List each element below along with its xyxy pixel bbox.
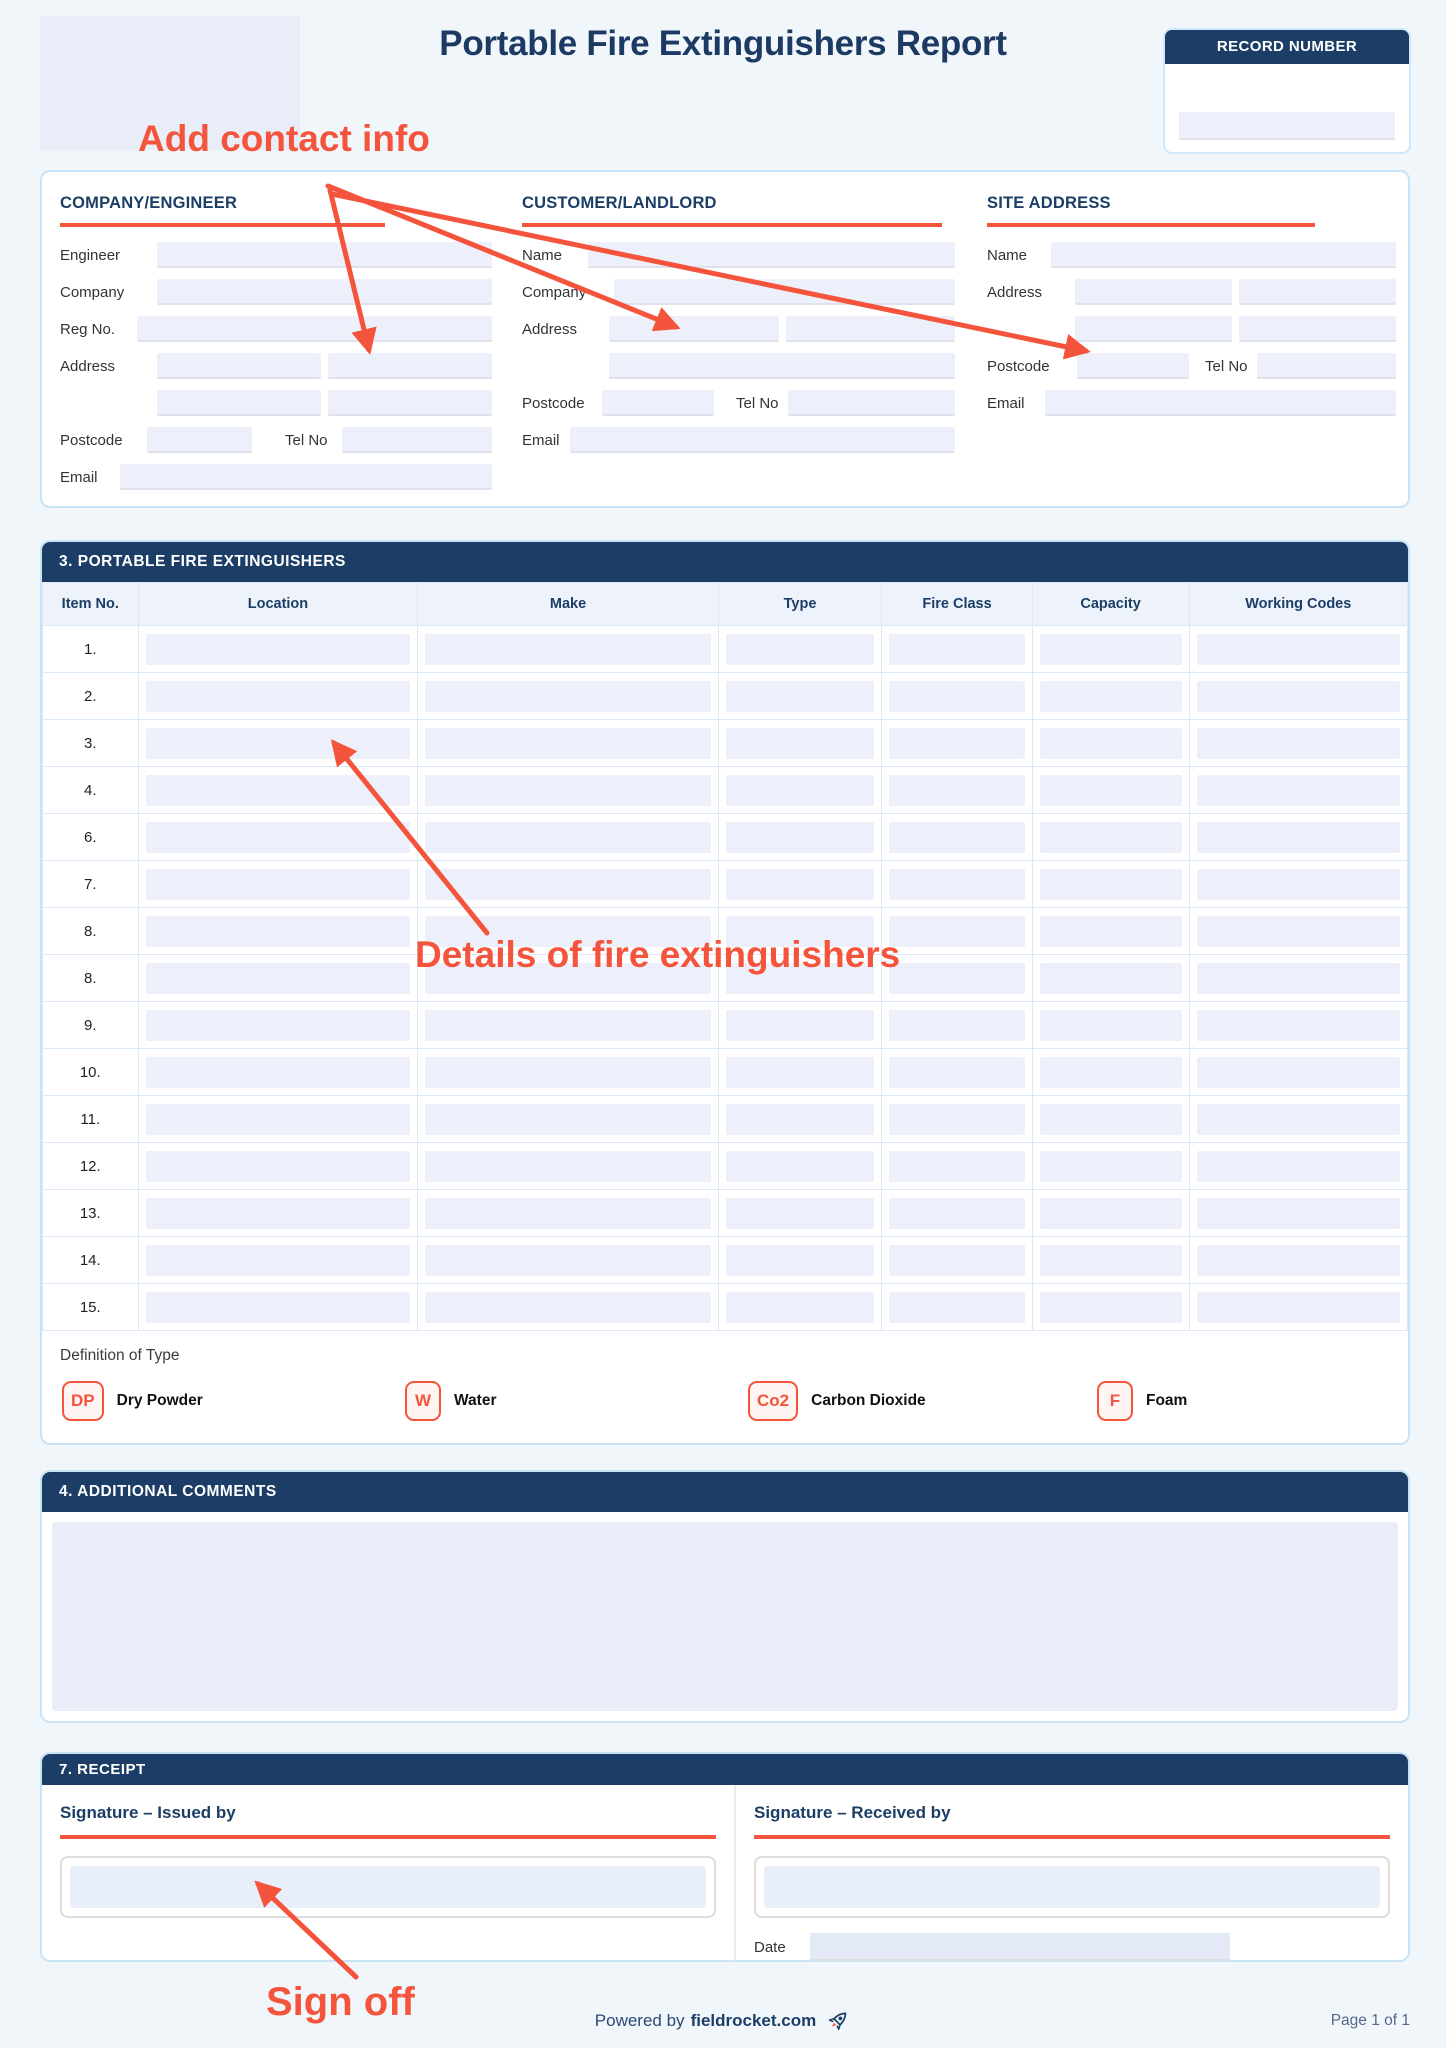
definition-of-type-label: Definition of Type — [60, 1347, 180, 1364]
signature-received-box[interactable] — [754, 1856, 1390, 1918]
extinguisher-cell-input[interactable] — [146, 916, 411, 947]
email-label: Email — [60, 468, 98, 486]
table-row — [43, 1002, 1408, 1049]
item-number: 7. — [43, 861, 139, 908]
company-input[interactable] — [157, 279, 492, 305]
extinguisher-cell-input[interactable] — [1197, 1057, 1400, 1088]
extinguisher-cell-input[interactable] — [1197, 634, 1400, 665]
item-number: 14. — [43, 1237, 139, 1284]
column-header-type: Type — [718, 583, 882, 626]
type-legend-item — [405, 1381, 497, 1421]
type-legend-item — [1097, 1381, 1187, 1421]
address-input-3[interactable] — [157, 390, 321, 416]
email-label: Email — [522, 431, 560, 449]
address-label: Address — [987, 283, 1043, 301]
record-number-input[interactable] — [1179, 112, 1395, 140]
signature-issued-column — [42, 1785, 736, 1961]
annotation-details-of-extinguishers: Details of fire extinguishers — [415, 934, 901, 975]
extinguisher-cell-input[interactable] — [889, 775, 1024, 806]
item-number: 4. — [43, 767, 139, 814]
company-label: Company — [522, 283, 587, 301]
extinguisher-cell-input[interactable] — [726, 869, 875, 900]
extinguisher-cell-input[interactable] — [726, 1057, 875, 1088]
address-input-2[interactable] — [328, 353, 492, 379]
extinguisher-cell-input[interactable] — [425, 1010, 710, 1041]
company-engineer-title: COMPANY/ENGINEER — [60, 194, 238, 212]
record-number-box — [1163, 28, 1411, 154]
extinguisher-cell-input[interactable] — [1040, 1104, 1182, 1135]
type-badge-f: F — [1097, 1381, 1133, 1421]
extinguisher-cell-input[interactable] — [146, 1292, 411, 1323]
reg-no-label: Reg No. — [60, 320, 116, 338]
extinguisher-cell-input[interactable] — [726, 1245, 875, 1276]
extinguisher-cell-input[interactable] — [889, 728, 1024, 759]
column-header-item-no-: Item No. — [43, 583, 139, 626]
email-label: Email — [987, 394, 1025, 412]
extinguisher-cell-input[interactable] — [889, 1198, 1024, 1229]
extinguisher-cell-input[interactable] — [889, 916, 1024, 947]
customer-landlord-title: CUSTOMER/LANDLORD — [522, 194, 717, 212]
extinguisher-cell-input[interactable] — [1197, 1198, 1400, 1229]
extinguisher-cell-input[interactable] — [425, 1198, 710, 1229]
extinguisher-cell-input[interactable] — [889, 869, 1024, 900]
company-engineer-column — [60, 194, 492, 501]
table-row — [43, 1237, 1408, 1284]
annotation-add-contact-info: Add contact info — [138, 118, 430, 159]
reg-no-input[interactable] — [137, 316, 492, 342]
site-address-column — [987, 194, 1396, 427]
extinguisher-cell-input[interactable] — [726, 681, 875, 712]
table-row — [43, 1143, 1408, 1190]
extinguisher-cell-input[interactable] — [889, 822, 1024, 853]
type-legend-item — [62, 1381, 203, 1421]
extinguisher-cell-input[interactable] — [889, 1292, 1024, 1323]
rocket-icon — [825, 2008, 851, 2034]
extinguisher-cell-input[interactable] — [726, 634, 875, 665]
extinguisher-cell-input[interactable] — [1040, 1292, 1182, 1323]
name-label: Name — [522, 246, 563, 264]
extinguisher-cell-input[interactable] — [726, 822, 875, 853]
site-name-input[interactable] — [1051, 242, 1396, 268]
customer-landlord-column — [522, 194, 955, 464]
extinguisher-cell-input[interactable] — [1197, 775, 1400, 806]
extinguisher-cell-input[interactable] — [889, 1010, 1024, 1041]
table-row — [43, 720, 1408, 767]
extinguisher-cell-input[interactable] — [146, 963, 411, 994]
site-address-input-4[interactable] — [1239, 316, 1396, 342]
address-label: Address — [522, 320, 578, 338]
extinguisher-cell-input[interactable] — [425, 775, 710, 806]
extinguisher-cell-input[interactable] — [146, 869, 411, 900]
extinguisher-cell-input[interactable] — [146, 1057, 411, 1088]
extinguisher-cell-input[interactable] — [1040, 728, 1182, 759]
item-number: 10. — [43, 1049, 139, 1096]
extinguisher-cell-input[interactable] — [726, 1198, 875, 1229]
extinguisher-cell-input[interactable] — [146, 1151, 411, 1182]
signature-received-column — [736, 1785, 1408, 1961]
extinguisher-cell-input[interactable] — [889, 1245, 1024, 1276]
signature-issued-label: Signature – Issued by — [60, 1803, 236, 1822]
extinguisher-cell-input[interactable] — [726, 1151, 875, 1182]
tel-no-label: Tel No — [1205, 357, 1248, 375]
type-label: Dry Powder — [116, 1392, 203, 1409]
site-email-input[interactable] — [1045, 390, 1396, 416]
extinguisher-cell-input[interactable] — [146, 1010, 411, 1041]
item-number: 3. — [43, 720, 139, 767]
extinguisher-cell-input[interactable] — [1197, 1151, 1400, 1182]
type-legend — [42, 1365, 1408, 1443]
signature-received-label: Signature – Received by — [754, 1803, 951, 1822]
column-header-location: Location — [138, 583, 418, 626]
postcode-label: Postcode — [987, 357, 1050, 375]
extinguisher-cell-input[interactable] — [146, 728, 411, 759]
comments-section-header: 4. ADDITIONAL COMMENTS — [42, 1472, 1408, 1512]
record-number-label: RECORD NUMBER — [1165, 30, 1409, 64]
column-header-working-codes: Working Codes — [1189, 583, 1407, 626]
site-tel-no-input[interactable] — [1257, 353, 1396, 379]
extinguisher-cell-input[interactable] — [1197, 1104, 1400, 1135]
table-row — [43, 673, 1408, 720]
extinguisher-cell-input[interactable] — [1040, 1057, 1182, 1088]
postcode-label: Postcode — [60, 431, 123, 449]
extinguisher-cell-input[interactable] — [1197, 822, 1400, 853]
email-input[interactable] — [120, 464, 492, 490]
extinguishers-section-header: 3. PORTABLE FIRE EXTINGUISHERS — [42, 542, 1408, 582]
item-number: 2. — [43, 673, 139, 720]
type-label: Carbon Dioxide — [811, 1392, 926, 1409]
type-badge-dp: DP — [62, 1381, 104, 1421]
customer-company-input[interactable] — [614, 279, 955, 305]
extinguisher-cell-input[interactable] — [1197, 1010, 1400, 1041]
site-address-title: SITE ADDRESS — [987, 194, 1111, 212]
comments-section-card — [40, 1470, 1410, 1723]
extinguisher-cell-input[interactable] — [1040, 1010, 1182, 1041]
address-label: Address — [60, 357, 116, 375]
name-label: Name — [987, 246, 1028, 264]
item-number: 15. — [43, 1284, 139, 1331]
extinguisher-cell-input[interactable] — [425, 634, 710, 665]
extinguisher-cell-input[interactable] — [1197, 1245, 1400, 1276]
item-number: 11. — [43, 1096, 139, 1143]
extinguisher-cell-input[interactable] — [726, 1010, 875, 1041]
extinguisher-cell-input[interactable] — [889, 681, 1024, 712]
red-underline — [60, 223, 385, 227]
extinguisher-cell-input[interactable] — [889, 634, 1024, 665]
extinguisher-cell-input[interactable] — [146, 822, 411, 853]
extinguisher-cell-input[interactable] — [146, 1198, 411, 1229]
extinguisher-cell-input[interactable] — [1197, 681, 1400, 712]
page-title: Portable Fire Extinguishers Report — [439, 24, 1007, 63]
extinguisher-cell-input[interactable] — [425, 1151, 710, 1182]
extinguisher-cell-input[interactable] — [146, 1104, 411, 1135]
signature-issued-box[interactable] — [60, 1856, 716, 1918]
type-label: Water — [454, 1392, 497, 1409]
date-input[interactable] — [810, 1933, 1230, 1961]
customer-address-input-1[interactable] — [609, 316, 779, 342]
customer-tel-no-input[interactable] — [788, 390, 955, 416]
extinguisher-cell-input[interactable] — [146, 775, 411, 806]
extinguisher-cell-input[interactable] — [1040, 963, 1182, 994]
extinguisher-cell-input[interactable] — [726, 775, 875, 806]
customer-address-input-3[interactable] — [609, 353, 955, 379]
site-address-input-1[interactable] — [1075, 279, 1232, 305]
item-number: 8. — [43, 908, 139, 955]
table-row — [43, 1284, 1408, 1331]
table-row — [43, 1049, 1408, 1096]
table-row — [43, 814, 1408, 861]
extinguisher-cell-input[interactable] — [425, 728, 710, 759]
extinguisher-cell-input[interactable] — [1040, 1151, 1182, 1182]
table-row — [43, 626, 1408, 673]
column-header-make: Make — [418, 583, 718, 626]
extinguisher-cell-input[interactable] — [425, 681, 710, 712]
extinguisher-cell-input[interactable] — [889, 1057, 1024, 1088]
signature-issued-field[interactable] — [70, 1866, 706, 1908]
site-address-input-2[interactable] — [1239, 279, 1396, 305]
extinguisher-cell-input[interactable] — [889, 963, 1024, 994]
tel-no-label: Tel No — [736, 394, 779, 412]
postcode-input[interactable] — [147, 427, 252, 453]
address-input-1[interactable] — [157, 353, 321, 379]
extinguisher-cell-input[interactable] — [1040, 1198, 1182, 1229]
extinguisher-cell-input[interactable] — [1040, 775, 1182, 806]
customer-address-input-2[interactable] — [786, 316, 956, 342]
extinguisher-cell-input[interactable] — [889, 1151, 1024, 1182]
engineer-label: Engineer — [60, 246, 121, 264]
address-input-4[interactable] — [328, 390, 492, 416]
type-legend-item — [748, 1381, 926, 1421]
powered-by-footer — [595, 2008, 851, 2034]
type-label: Foam — [1146, 1392, 1188, 1409]
tel-no-input[interactable] — [342, 427, 492, 453]
extinguisher-cell-input[interactable] — [1040, 822, 1182, 853]
site-address-input-3[interactable] — [1075, 316, 1232, 342]
extinguisher-cell-input[interactable] — [425, 869, 710, 900]
item-number: 1. — [43, 626, 139, 673]
extinguisher-cell-input[interactable] — [726, 1104, 875, 1135]
receipt-section-card — [40, 1752, 1410, 1962]
receipt-section-header: 7. RECEIPT — [42, 1754, 1408, 1785]
extinguisher-cell-input[interactable] — [146, 681, 411, 712]
item-number: 8. — [43, 955, 139, 1002]
extinguisher-cell-input[interactable] — [1040, 869, 1182, 900]
comments-textarea[interactable] — [52, 1522, 1398, 1711]
extinguisher-cell-input[interactable] — [726, 1292, 875, 1323]
table-row — [43, 1096, 1408, 1143]
extinguisher-cell-input[interactable] — [1197, 869, 1400, 900]
powered-by-text: Powered by — [594, 2011, 685, 2030]
site-postcode-input[interactable] — [1077, 353, 1189, 379]
extinguisher-cell-input[interactable] — [425, 1104, 710, 1135]
extinguisher-cell-input[interactable] — [1197, 916, 1400, 947]
extinguisher-cell-input[interactable] — [425, 1057, 710, 1088]
extinguisher-cell-input[interactable] — [1040, 681, 1182, 712]
annotation-sign-off: Sign off — [266, 1980, 415, 2024]
extinguishers-section-card — [40, 540, 1410, 1445]
page-indicator: Page 1 of 1 — [1330, 2012, 1410, 2029]
extinguisher-cell-input[interactable] — [146, 634, 411, 665]
table-row — [43, 767, 1408, 814]
date-label: Date — [754, 1938, 786, 1956]
extinguisher-cell-input[interactable] — [1040, 1245, 1182, 1276]
red-underline — [754, 1835, 1390, 1839]
type-badge-w: W — [405, 1381, 441, 1421]
extinguisher-cell-input[interactable] — [1040, 916, 1182, 947]
extinguisher-cell-input[interactable] — [1040, 634, 1182, 665]
item-number: 6. — [43, 814, 139, 861]
red-underline — [987, 223, 1315, 227]
red-underline — [522, 223, 942, 227]
table-row — [43, 1190, 1408, 1237]
signature-received-field[interactable] — [764, 1866, 1380, 1908]
extinguisher-cell-input[interactable] — [425, 1245, 710, 1276]
red-underline — [60, 1835, 716, 1839]
type-badge-co2: Co2 — [748, 1381, 798, 1421]
extinguisher-cell-input[interactable] — [1197, 728, 1400, 759]
extinguisher-cell-input[interactable] — [425, 822, 710, 853]
customer-name-input[interactable] — [588, 242, 955, 268]
extinguisher-cell-input[interactable] — [726, 728, 875, 759]
contact-info-card — [40, 170, 1410, 508]
customer-email-input[interactable] — [570, 427, 955, 453]
extinguisher-cell-input[interactable] — [425, 1292, 710, 1323]
company-label: Company — [60, 283, 125, 301]
extinguisher-cell-input[interactable] — [1197, 1292, 1400, 1323]
item-number: 12. — [43, 1143, 139, 1190]
tel-no-label: Tel No — [285, 431, 328, 449]
item-number: 9. — [43, 1002, 139, 1049]
postcode-label: Postcode — [522, 394, 585, 412]
extinguisher-cell-input[interactable] — [146, 1245, 411, 1276]
customer-postcode-input[interactable] — [602, 390, 714, 416]
engineer-input[interactable] — [157, 242, 492, 268]
extinguisher-cell-input[interactable] — [889, 1104, 1024, 1135]
extinguisher-cell-input[interactable] — [1197, 963, 1400, 994]
brand-link[interactable]: fieldrocket.com — [690, 2011, 817, 2030]
item-number: 13. — [43, 1190, 139, 1237]
table-row — [43, 861, 1408, 908]
column-header-fire-class: Fire Class — [882, 583, 1032, 626]
column-header-capacity: Capacity — [1032, 583, 1189, 626]
